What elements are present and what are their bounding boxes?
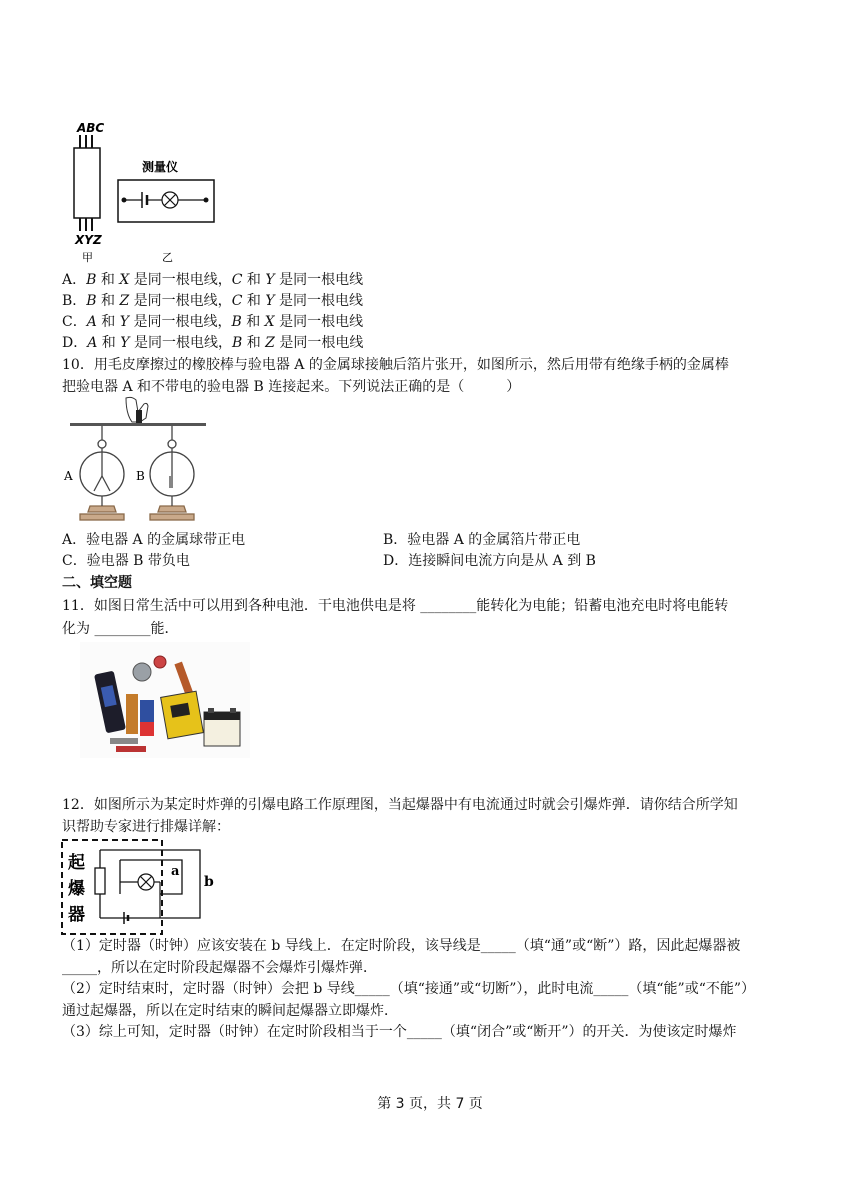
q10-option-b: B．验电器 A 的金属箔片带正电 (383, 532, 581, 548)
lead-acid-battery (204, 708, 240, 746)
fig9-top-pins (80, 135, 92, 148)
fig9-right-caption: 乙 (162, 251, 173, 264)
q9-option-c: C．A 和 Y 是同一根电线，B 和 X 是同一根电线 (62, 314, 364, 330)
q11-battery-photo (80, 642, 250, 758)
q10-option-c: C．验电器 B 带负电 (62, 553, 190, 569)
q10-option-a: A．验电器 A 的金属球带正电 (62, 532, 246, 548)
electroscope-b-label: B (136, 469, 145, 483)
fig9-top-label: ABC (77, 121, 105, 135)
bulb-icon (138, 874, 154, 890)
q12-part3-line1: （3）综上可知，定时器（时钟）在定时阶段相当于一个_____（填“闭合”或“断开”）的开关．为使该定时爆炸 (62, 1024, 737, 1040)
q9-option-d: D．A 和 Y 是同一根电线，B 和 Z 是同一根电线 (62, 335, 364, 351)
metal-rod (70, 423, 206, 426)
q12-circuit-figure (60, 838, 220, 938)
fig9-left-caption: 甲 (82, 251, 93, 264)
electroscope-a (80, 426, 124, 520)
fig9-bottom-label: XYZ (75, 233, 102, 247)
svg-text:器: 器 (68, 905, 85, 925)
wire-b-label: b (204, 874, 214, 890)
q9-option-a: A．B 和 X 是同一根电线，C 和 Y 是同一根电线 (62, 272, 364, 288)
q10-option-d: D．连接瞬间电流方向是从 A 到 B (383, 553, 596, 569)
q12-part1-line2: _____，所以在定时阶段起爆器不会爆炸引爆炸弹． (62, 960, 377, 976)
q9-option-b: B．B 和 Z 是同一根电线，C 和 Y 是同一根电线 (62, 293, 364, 309)
q12-part2-line1: （2）定时结束时，定时器（时钟）会把 b 导线_____（填“接通”或“切断”），此时电流_____（填“能”或“不能”） (62, 981, 756, 997)
q12-stem-line2: 识帮助专家进行排爆详解： (62, 819, 230, 835)
electroscope-a-label: A (64, 469, 73, 483)
fig9-device-box (118, 180, 214, 222)
fig9-cable-box (74, 148, 100, 218)
section-heading: 二、填空题 (62, 575, 132, 591)
detonator-resistor (95, 868, 105, 894)
laptop-battery (161, 691, 204, 739)
q12-part1-line1: （1）定时器（时钟）应该安装在 b 导线上．在定时阶段，该导线是_____（填“通”或“断”）路，因此起爆器被 (62, 938, 741, 954)
fig9-bottom-pins (80, 218, 92, 231)
q11-stem-line2: 化为 ________能． (62, 621, 179, 637)
svg-text:爆: 爆 (68, 879, 85, 899)
fig9-device-label: 测量仪 (142, 160, 179, 174)
q12-stem-line1: 12．如图所示为某定时炸弹的引爆电路工作原理图，当起爆器中有电流通过时就会引爆炸弹．请你结合所学知 (62, 797, 738, 813)
insulated-handle (136, 410, 142, 424)
detonator-label: 起 (68, 853, 85, 873)
electroscope-b (150, 426, 194, 520)
q11-stem-line1: 11．如图日常生活中可以用到各种电池．干电池供电是将 ________能转化为电能；铅蓄电池充电时将电能转 (62, 598, 729, 614)
page-footer: 第 3 页，共 7 页 (377, 1096, 483, 1112)
q10-electroscope-figure (60, 396, 210, 530)
detonator-title: 起爆器 (60, 838, 63, 839)
wire-a-label: a (171, 864, 180, 879)
q10-stem-line2: 把验电器 A 和不带电的验电器 B 连接起来。下列说法正确的是（ ） (62, 379, 521, 395)
q9-figure (66, 118, 226, 268)
fig9-bulb-icon (162, 192, 178, 208)
q10-stem-line1: 10．用毛皮摩擦过的橡胶棒与验电器 A 的金属球接触后箔片张开，如图所示，然后用带有绝缘手柄的金属棒 (62, 357, 729, 373)
dry-cell-battery (126, 694, 154, 736)
q12-part2-line2: 通过起爆器，所以在定时结束的瞬间起爆器立即爆炸． (62, 1003, 398, 1019)
